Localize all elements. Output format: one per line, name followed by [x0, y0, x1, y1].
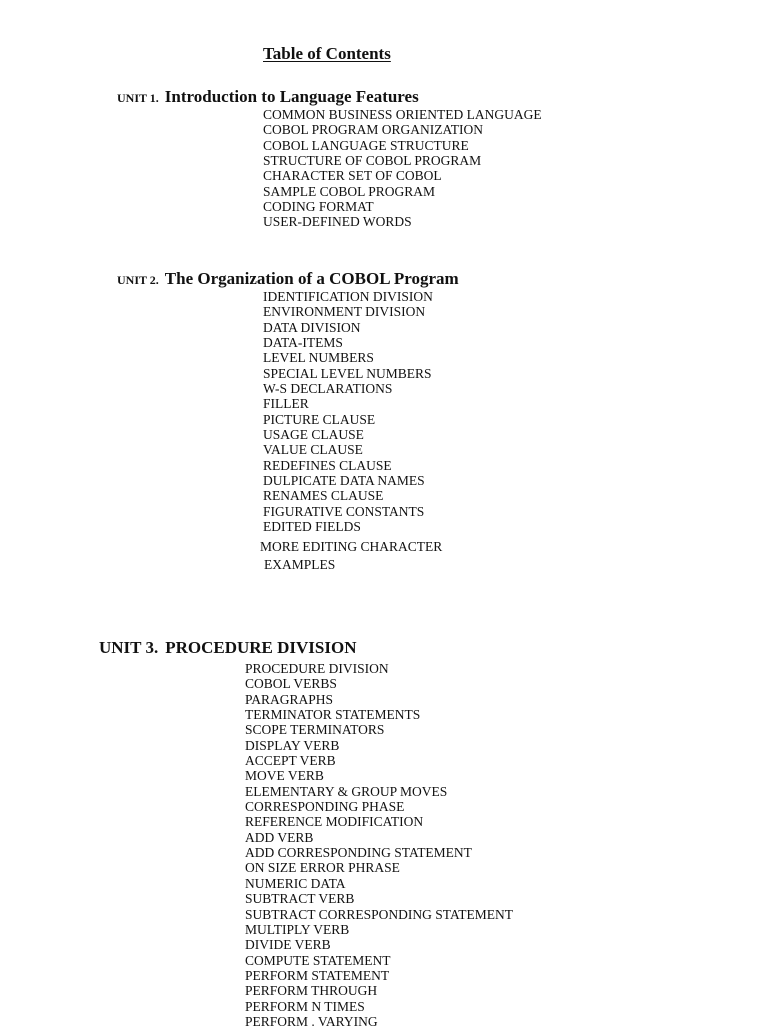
unit-1-topic-list [263, 107, 542, 230]
topic-item: COBOL LANGUAGE STRUCTURE [263, 137, 469, 153]
topic-item: EDITED FIELDS [263, 519, 361, 535]
topic-item: TERMINATOR STATEMENTS [245, 707, 421, 723]
topic-item: ADD VERB [245, 829, 314, 845]
topic-item: COMPUTE STATEMENT [245, 952, 391, 968]
topic-item: USER-DEFINED WORDS [263, 214, 412, 230]
unit-2-label: UNIT 2. [117, 273, 159, 287]
topic-item: DIVIDE VERB [245, 937, 331, 953]
topic-item: MULTIPLY VERB [245, 921, 350, 937]
topic-item: PERFORM THROUGH [245, 983, 378, 999]
topic-item: ON SIZE ERROR PHRASE [245, 860, 400, 876]
page-title: Table of Contents [263, 44, 391, 63]
topic-item: FILLER [263, 396, 309, 412]
topic-item: PERFORM . VARYING [245, 1013, 378, 1029]
topic-item: DATA-ITEMS [263, 335, 343, 351]
topic-item-more-editing: MORE EDITING CHARACTER [260, 539, 443, 554]
topic-item: DISPLAY VERB [245, 737, 340, 753]
topic-item: LEVEL NUMBERS [263, 350, 374, 366]
topic-item-examples: EXAMPLES [264, 557, 336, 572]
unit-2-topic-list [263, 289, 433, 535]
topic-item: COBOL VERBS [245, 676, 337, 692]
topic-item: REFERENCE MODIFICATION [245, 814, 424, 830]
topic-item: PROCEDURE DIVISION [245, 661, 389, 676]
unit-3-heading [99, 638, 356, 658]
topic-item: SUBTRACT VERB [245, 891, 355, 907]
topic-item: SAMPLE COBOL PROGRAM [263, 183, 436, 199]
unit-3-title: PROCEDURE DIVISION [165, 638, 357, 657]
topic-item: PERFORM N TIMES [245, 998, 365, 1014]
topic-item: IDENTIFICATION DIVISION [263, 289, 433, 304]
topic-item: STRUCTURE OF COBOL PROGRAM [263, 153, 482, 169]
unit-3-label: UNIT 3. [99, 638, 159, 657]
topic-item: COBOL PROGRAM ORGANIZATION [263, 122, 484, 138]
topic-item: FIGURATIVE CONSTANTS [263, 503, 425, 519]
topic-item: NUMERIC DATA [245, 875, 346, 891]
topic-item: DULPICATE DATA NAMES [263, 473, 425, 489]
topic-item: COMMON BUSINESS ORIENTED LANGUAGE [263, 107, 542, 122]
topic-item: MOVE VERB [245, 768, 324, 784]
topic-item: PARAGRAPHS [245, 691, 334, 707]
topic-item: ENVIRONMENT DIVISION [263, 304, 426, 320]
topic-item: SCOPE TERMINATORS [245, 722, 385, 738]
unit-3-topic-list [245, 661, 513, 1029]
topic-item: W-S DECLARATIONS [263, 381, 393, 397]
topic-item: DATA DIVISION [263, 319, 361, 335]
topic-item: ACCEPT VERB [245, 753, 336, 769]
unit-1-heading [117, 87, 419, 107]
unit-2-heading [117, 269, 459, 289]
topic-item: CHARACTER SET OF COBOL [263, 168, 442, 184]
unit-2-title: The Organization of a COBOL Program [164, 269, 459, 288]
topic-item: PERFORM STATEMENT [245, 967, 390, 983]
unit-1-title: Introduction to Language Features [164, 87, 419, 106]
topic-item: SUBTRACT CORRESPONDING STATEMENT [245, 906, 513, 922]
topic-item: VALUE CLAUSE [263, 442, 363, 458]
topic-item: ELEMENTARY & GROUP MOVES [245, 783, 448, 799]
topic-item: REDEFINES CLAUSE [263, 457, 392, 473]
unit-1-label: UNIT 1. [117, 91, 159, 105]
topic-item: CODING FORMAT [263, 199, 374, 215]
topic-item: ADD CORRESPONDING STATEMENT [245, 845, 472, 861]
topic-item: USAGE CLAUSE [263, 427, 364, 443]
topic-item: SPECIAL LEVEL NUMBERS [263, 365, 432, 381]
topic-item: PICTURE CLAUSE [263, 411, 376, 427]
topic-item: RENAMES CLAUSE [263, 488, 384, 504]
topic-item: CORRESPONDING PHASE [245, 799, 405, 815]
